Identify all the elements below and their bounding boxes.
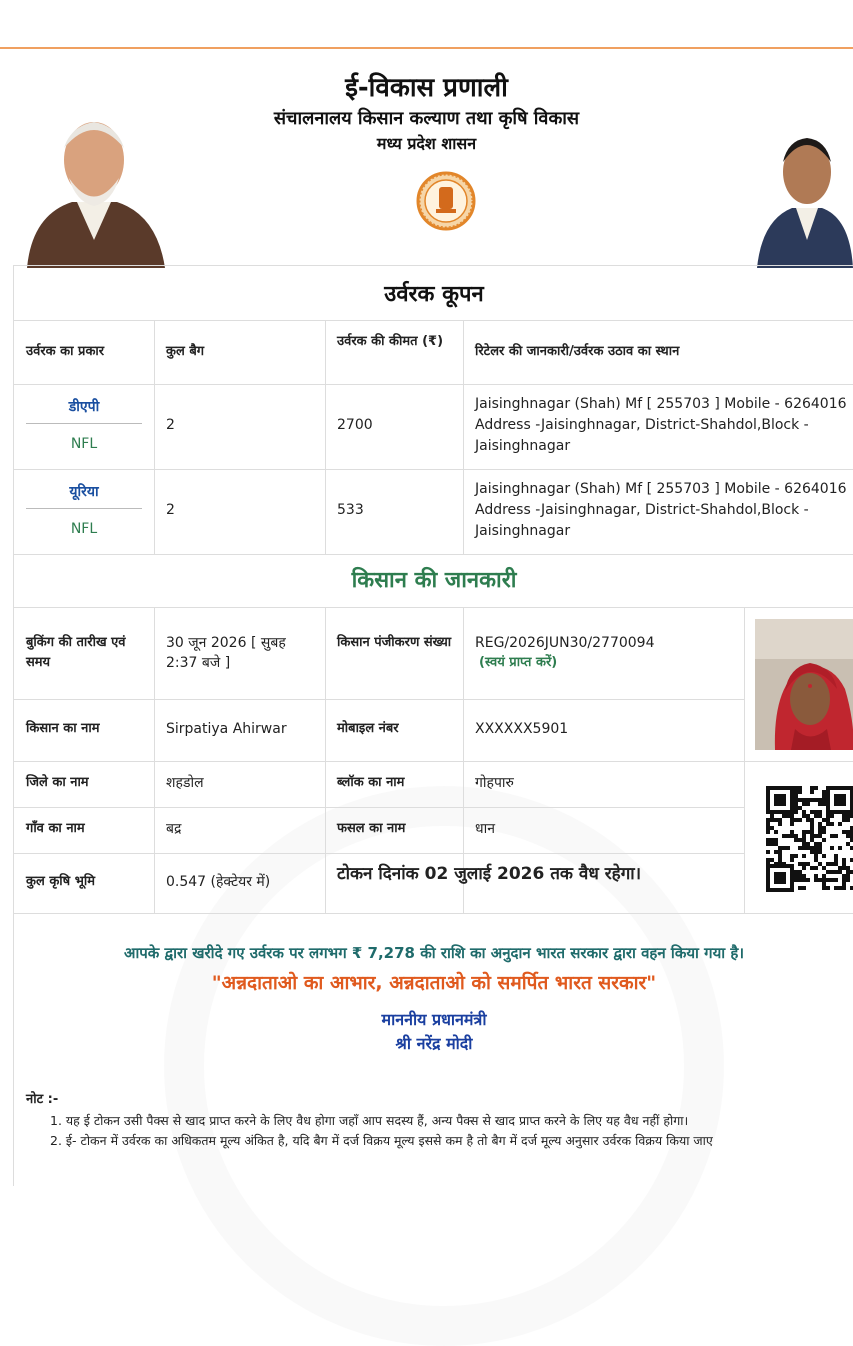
- fertilizer-price: 2700: [337, 417, 373, 433]
- mp-government-emblem: [416, 167, 476, 239]
- slogan-text: "अन्नदाताओ का आभार, अन्नदाताओ को समर्पित भारत सरकार": [211, 972, 657, 994]
- system-title: ई-विकास प्रणाली: [345, 73, 508, 103]
- retailer-block-line: Jaisinghnagar: [475, 438, 571, 454]
- farmer-info-title: किसान की जानकारी: [351, 568, 517, 593]
- note-heading: नोट :-: [26, 1092, 59, 1107]
- divider: [14, 807, 744, 808]
- page-header: [0, 50, 853, 265]
- district-value: शहडोल: [166, 775, 204, 791]
- divider: [14, 607, 853, 608]
- token-validity-text: टोकन दिनांक 02 जुलाई 2026 तक वैध रहेगा।: [337, 864, 642, 884]
- divider: [26, 508, 142, 509]
- crop-value: धान: [475, 821, 496, 837]
- retailer-info-line: Jaisinghnagar (Shah) Mf [ 255703 ] Mobile - 6264016: [475, 481, 847, 497]
- divider: [14, 853, 744, 854]
- block-value: गोहपारु: [475, 775, 514, 791]
- farmer-name-value: Sirpatiya Ahirwar: [166, 721, 287, 737]
- column-header-retailer: रिटेलर की जानकारी/उर्वरक उठाव का स्थान: [475, 344, 680, 359]
- coupon-card: [13, 265, 853, 1186]
- grid-line: [325, 607, 326, 913]
- grid-line: [154, 607, 155, 913]
- column-header-fertilizer-type: उर्वरक का प्रकार: [26, 344, 105, 359]
- fertilizer-type-link[interactable]: डीएपी: [68, 399, 100, 415]
- top-divider: [0, 47, 853, 49]
- divider: [14, 384, 853, 385]
- divider: [14, 554, 853, 555]
- self-collect-note: (स्वयं प्राप्त करें): [479, 655, 558, 670]
- registration-label: किसान पंजीकरण संख्या: [337, 635, 452, 650]
- coupon-title: उर्वरक कूपन: [384, 282, 484, 307]
- government-name: मध्य प्रदेश शासन: [376, 134, 477, 153]
- bags-count: 2: [166, 417, 175, 433]
- mobile-label: मोबाइल नंबर: [337, 721, 399, 736]
- divider: [14, 761, 853, 762]
- booking-date-value: 30 जून 2026 [ सुबह 2:37 बजे ]: [166, 635, 286, 671]
- booking-date-label: बुकिंग की तारीख एवं समय: [26, 635, 126, 670]
- farmer-photo: [755, 619, 853, 750]
- fertilizer-price: 533: [337, 502, 364, 518]
- farmer-name-label: किसान का नाम: [26, 721, 100, 736]
- retailer-address-line: Address -Jaisinghnagar, District-Shahdol,Block -: [475, 417, 809, 433]
- grid-line: [744, 607, 745, 913]
- village-label: गाँव का नाम: [26, 821, 85, 836]
- column-header-bags: कुल बैग: [166, 344, 205, 359]
- fertilizer-type-link[interactable]: यूरिया: [69, 484, 99, 500]
- pm-name: श्री नरेंद्र मोदी: [395, 1034, 473, 1053]
- column-header-price: उर्वरक की कीमत (₹): [337, 334, 444, 349]
- retailer-address-line: Address -Jaisinghnagar, District-Shahdol,Block -: [475, 502, 809, 518]
- qr-code: [766, 786, 853, 892]
- registration-number: REG/2026JUN30/2770094: [475, 635, 655, 651]
- subsidy-message: आपके द्वारा खरीदे गए उर्वरक पर लगभग ₹ 7,278 की राशि का अनुदान भारत सरकार द्वारा वहन किया गया है।: [123, 944, 745, 962]
- divider: [14, 913, 853, 914]
- district-label: जिले का नाम: [26, 775, 89, 790]
- note-item: 2. ई- टोकन में उर्वरक का अधिकतम मूल्य अंकित है, यदि बैग में दर्ज विक्रय मूल्य इससे कम है तो बैग में दर्ज मूल्य अनुसार उर्वरक विक्रय किया जाए: [50, 1133, 713, 1148]
- divider: [14, 320, 853, 321]
- divider: [14, 699, 744, 700]
- divider: [14, 469, 853, 470]
- divider: [26, 423, 142, 424]
- pm-title: माननीय प्रधानमंत्री: [381, 1010, 487, 1029]
- fertilizer-brand: NFL: [70, 521, 98, 537]
- village-value: बद्र: [166, 821, 182, 837]
- grid-line: [154, 320, 155, 554]
- land-label: कुल कृषि भूमि: [26, 874, 95, 889]
- retailer-info-line: Jaisinghnagar (Shah) Mf [ 255703 ] Mobile - 6264016: [475, 396, 847, 412]
- fertilizer-brand: NFL: [70, 436, 98, 452]
- bags-count: 2: [166, 502, 175, 518]
- retailer-block-line: Jaisinghnagar: [475, 523, 571, 539]
- land-value: 0.547 (हेक्टेयर में): [166, 874, 271, 890]
- block-label: ब्लॉक का नाम: [337, 775, 405, 790]
- grid-line: [463, 320, 464, 554]
- mobile-value: XXXXXX5901: [475, 721, 569, 737]
- crop-label: फसल का नाम: [337, 821, 406, 836]
- leader-portrait-right: [752, 100, 853, 268]
- note-item: 1. यह ई टोकन उसी पैक्स से खाद प्राप्त करने के लिए वैध होगा जहाँ आप सदस्य हैं, अन्य पैक्स से खाद प्राप्त करने के लिए यह वैध नहीं होगा।: [50, 1113, 689, 1128]
- department-name: संचालनालय किसान कल्याण तथा कृषि विकास: [273, 108, 580, 129]
- grid-line: [325, 320, 326, 554]
